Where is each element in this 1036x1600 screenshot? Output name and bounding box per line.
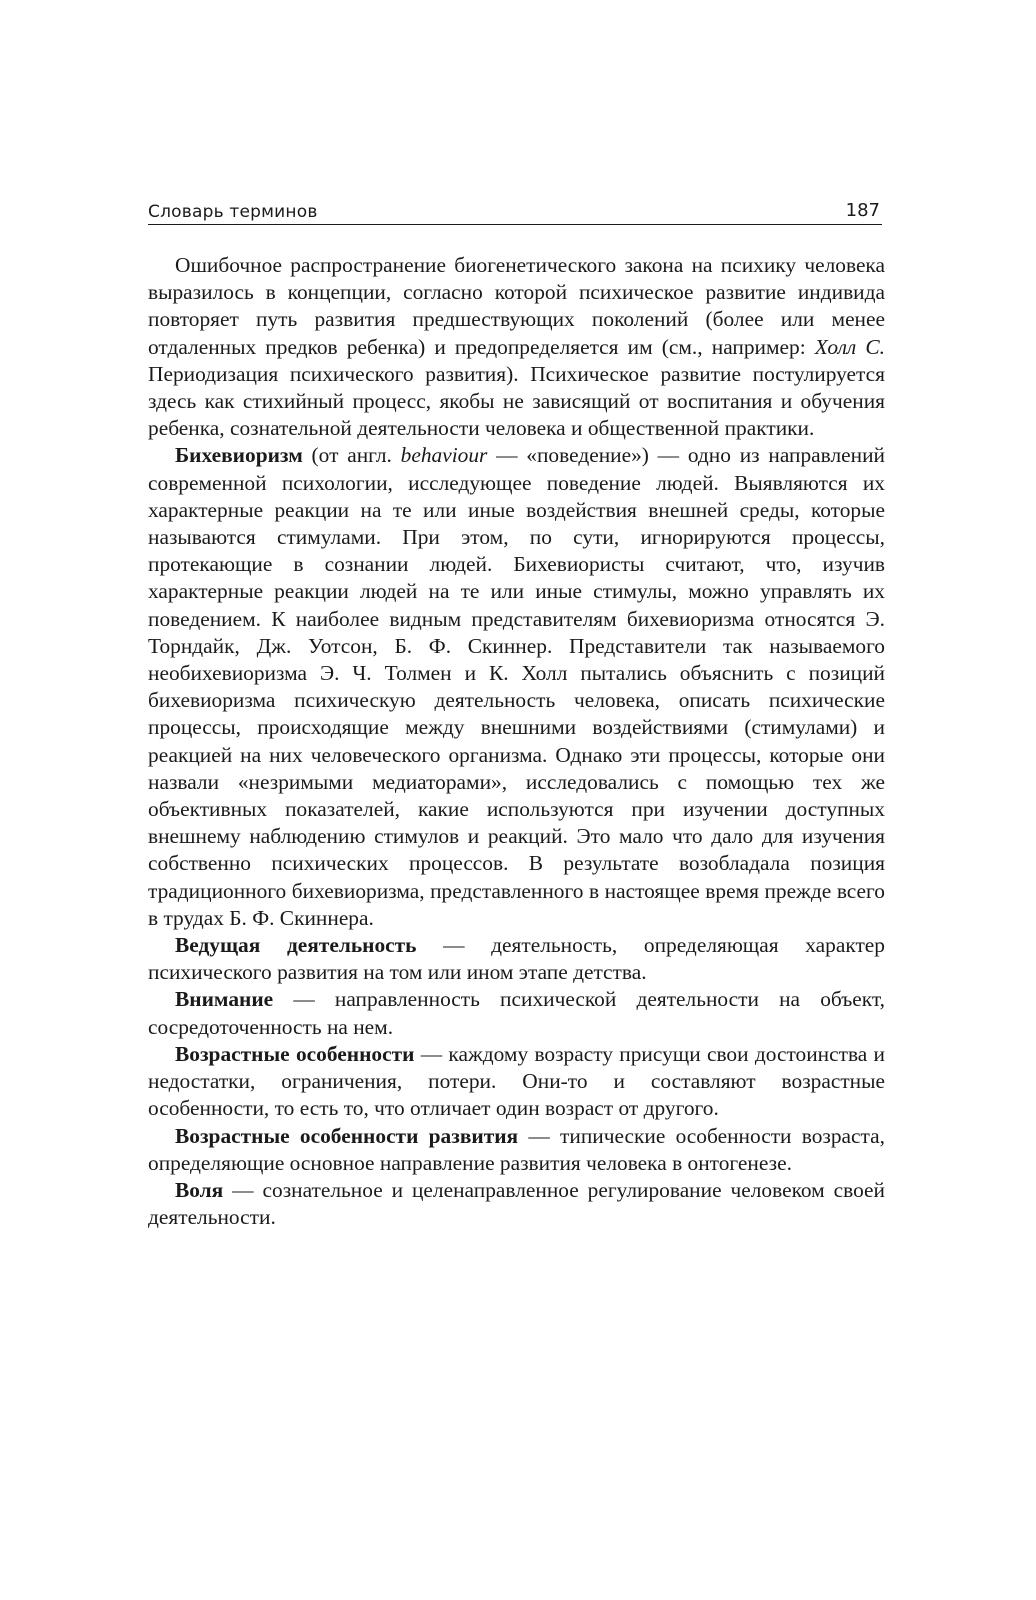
paragraph-text: — деятельность, определяющая характер психического развития на том или ином этапе детства. (148, 933, 885, 985)
paragraph-text: — «поведение») — одно из направлений современной психологии, исследующее поведение людей. Выявляются их характерные реакции на те или иные воздействия внешней среды, которые называются стимулами. При этом, по сути, игнорируются процессы, протекающие в сознании людей. Бихевиористы считают, что, изучив характерные реакции людей на те или иные стимулы, можно управлять их поведением. К наиболее видным представителям бихевиоризма относятся Э. Торндайк, Дж. Уотсон, Б. Ф. Скиннер. Представители так называемого необихевиоризма Э. Ч. Толмен и К. Холл пытались объяснить с позиций бихевиоризма психическую деятельность человека, описать психические процессы, происходящие между внешними воздействиями (стимулами) и реакцией на них человеческого организма. Однако эти процессы, которые они назвали «незримыми медиаторами», исследовались с помощью тех же объективных показателей, какие используются при изучении доступных внешнему наблюдению стимулов и реакций. Это мало что дало для изучения собственно психических процессов. В результате возобладала позиция традиционного бихевиоризма, представленного в настоящее время прежде всего в трудах Б. Ф. Скиннера. (148, 443, 885, 930)
running-header (148, 194, 882, 225)
paragraph-text: — каждому возрасту присущи свои достоинства и недостатки, ограничения, потери. Они-то и составляют возрастные особенности, то есть то, что отличает один возраст от другого. (148, 1041, 886, 1121)
section-title: Словарь терминов (148, 202, 318, 222)
glossary-term: Внимание (175, 987, 274, 1012)
paragraph-text: (от англ. (302, 443, 401, 468)
page-number: 187 (845, 200, 880, 221)
paragraph-text: — направленность психической деятельности на объект, сосредоточенность на нем. (148, 987, 885, 1039)
glossary-term: Возрастные особенности развития (175, 1123, 519, 1148)
glossary-paragraph (148, 986, 885, 1040)
glossary-term: Возрастные особенности (175, 1041, 415, 1066)
glossary-term: Бихевиоризм (175, 443, 303, 468)
glossary-term: Ведущая деятельность (175, 933, 417, 958)
glossary-paragraph (148, 1123, 885, 1177)
paragraph-text: Периодизация психического развития). Психическое развитие постулируется здесь как стихийный процесс, якобы не зависящий от воспитания и обучения ребенка, сознательной деятельности человека и общественной практики. (148, 361, 885, 441)
glossary-term: Воля (175, 1177, 224, 1202)
glossary-paragraph (148, 1177, 885, 1231)
glossary-body (148, 252, 885, 1231)
glossary-paragraph (148, 1041, 885, 1123)
italic-text: behaviour (400, 443, 488, 468)
paragraph-text: — сознательное и целенаправленное регулирование человеком своей деятельности. (148, 1177, 885, 1230)
italic-text: Холл С. (814, 334, 885, 359)
glossary-paragraph (148, 252, 885, 442)
paragraph-text: — типические особенности возраста, определяющие основное направление развития человека в онтогенезе. (148, 1123, 885, 1175)
glossary-paragraph (148, 932, 885, 986)
glossary-paragraph (148, 442, 885, 932)
paragraph-text: Ошибочное распространение биогенетического закона на психику человека выразилось в концепции, согласно которой психическое развитие индивида повторяет путь развития предшествующих поколений (более или менее отдаленных предков ребенка) и предопределяется им (см., например: (148, 253, 885, 359)
